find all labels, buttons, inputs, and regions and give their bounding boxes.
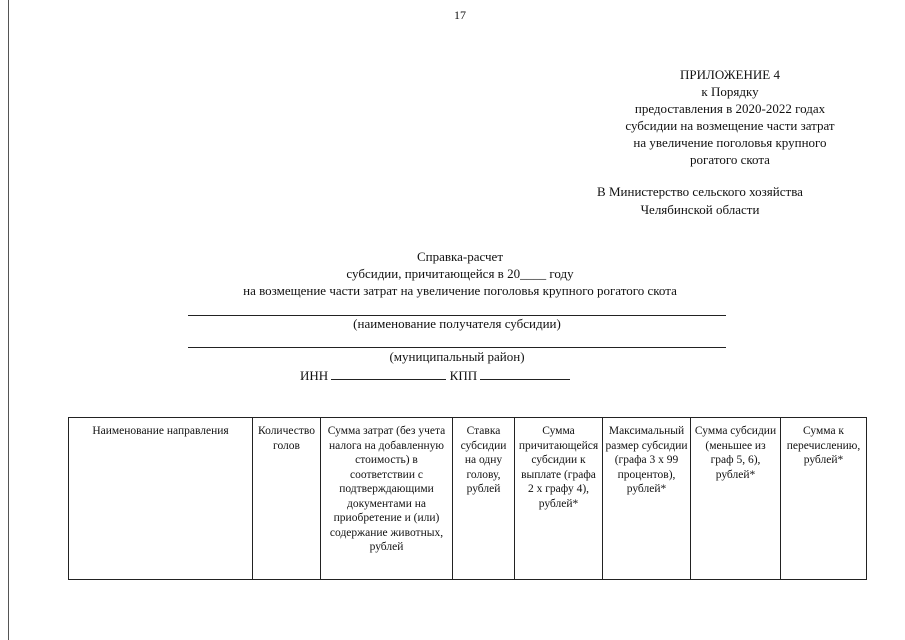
appendix-line: к Порядку: [701, 84, 759, 99]
table-header-cell: Наименование направления: [69, 418, 253, 580]
table-header-cell: Сумма причитающейся субсидии к выплате (графа 2 х графу 4), рублей*: [515, 418, 603, 580]
inn-field: [331, 367, 446, 380]
addressee-block: [550, 183, 850, 219]
table-header-cell: Сумма субсидии (меньшее из граф 5, 6), рублей*: [691, 418, 781, 580]
district-caption: (муниципальный район): [389, 349, 525, 364]
table-header-cell: Сумма затрат (без учета налога на добавленную стоимость) в соответствии с подтверждающими документами на приобретение и (или) содержание животных, рублей: [321, 418, 453, 580]
title-line: Справка-расчет: [416, 249, 504, 264]
district-line: [188, 347, 726, 348]
appendix-line: субсидии на возмещение части затрат: [625, 118, 835, 133]
addressee-line: В Министерство сельского хозяйства: [597, 184, 803, 199]
inn-kpp-row: [300, 367, 620, 384]
appendix-line: на увеличение поголовья крупного: [633, 135, 827, 150]
appendix-heading: [590, 66, 870, 168]
kpp-label: КПП: [449, 368, 478, 383]
appendix-line: предоставления в 2020-2022 годах: [634, 101, 826, 116]
kpp-field: [480, 367, 570, 380]
calculation-table: [68, 417, 867, 580]
document-title: [180, 248, 740, 299]
title-line: субсидии, причитающейся в 20____ году: [346, 266, 574, 281]
table-header-cell: Сумма к перечислению, рублей*: [781, 418, 867, 580]
recipient-caption: (наименование получателя субсидии): [353, 316, 561, 331]
appendix-line: рогатого скота: [690, 152, 770, 167]
addressee-line: Челябинской области: [640, 202, 760, 217]
title-line: на возмещение части затрат на увеличение поголовья крупного рогатого скота: [243, 283, 677, 298]
table-header-cell: Ставка субсидии на одну голову, рублей: [453, 418, 515, 580]
page-number: 17: [454, 8, 466, 22]
inn-label: ИНН: [300, 368, 329, 383]
appendix-line: ПРИЛОЖЕНИЕ 4: [680, 67, 780, 82]
page-left-border: [8, 0, 9, 640]
table-header-row: [69, 418, 867, 580]
table-header-cell: Количество голов: [253, 418, 321, 580]
table-header-cell: Максимальный размер субсидии (графа 3 х 99 процентов), рублей*: [603, 418, 691, 580]
